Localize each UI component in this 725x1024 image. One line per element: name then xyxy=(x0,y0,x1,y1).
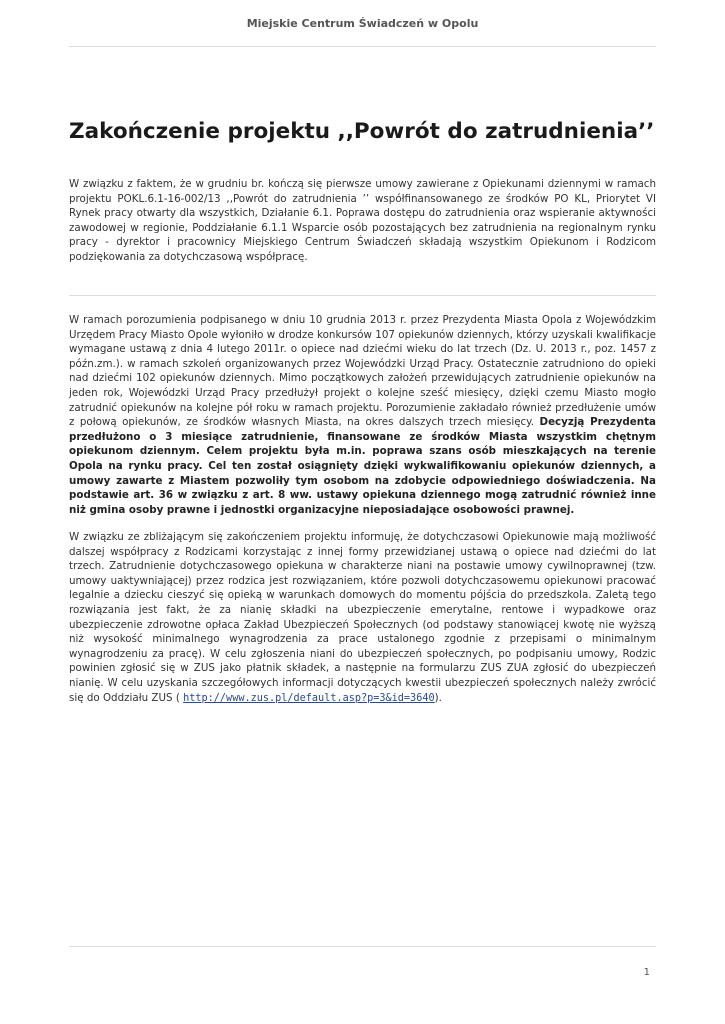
page-header: Miejskie Centrum Świadczeń w Opolu xyxy=(246,17,479,30)
zus-link[interactable]: http://www.zus.pl/default.asp?p=3&id=3640 xyxy=(183,692,435,704)
body-paragraph-2-end: ). xyxy=(434,691,442,704)
header-divider xyxy=(69,46,656,47)
footer-divider xyxy=(69,946,656,947)
body-paragraph-1-text: W ramach porozumienia podpisanego w dniu 10 grudnia 2013 r. przez Prezydenta Miasta Opola z Wojewódzkim Urzędem Pracy Miasto Opole wyłoniło w drodze konkursów 107 opiekunów dziennych, którzy uzyskali kwalifikacje wymagane ustawą z dnia 4 lutego 2011r. o opiece nad dziećmi wieku do lat trzech (Dz. U. 2013 r., poz. 1457 z późn.zm.). w ramach szkoleń organizowanych przez Wojewódzki Urząd Pracy. Ostatecznie zatrudniono do opieki nad dziećmi 102 opiekunów dziennych. Mimo początkowych założeń przewidujących zatrudnienie opiekunów na jeden rok, Wojewódzki Urząd Pracy przedłużył projekt o kolejne sześć miesięcy, dzięki czemu Miasto mogło zatrudnić opiekunów na kolejne pół roku w ramach projektu. Porozumienie zakładało również przedłużenie umów z połową opiekunów, ze środków własnych Miasta, na okres dalszych trzech miesięcy. xyxy=(69,314,656,429)
article-title: Zakończenie projektu ,,Powrót do zatrudnienia’’ xyxy=(69,119,655,144)
body-paragraph-1 xyxy=(69,313,656,517)
body-paragraph-2 xyxy=(69,530,656,706)
body-paragraph-2-text: W związku ze zbliżającym się zakończeniem projektu informuję, że dotychczasowi Opiekunowie mają możliwość dalszej współpracy z Rodzicami korzystając z innej formy przewidzianej ustawą o opiece nad dziećmi do lat trzech. Zatrudnienie dotychczasowego opiekuna w charakterze niani na postawie umowy cywilnoprawnej (tzw. umowy uaktywniającej) przez rodzica jest rozwiązaniem, które pozwoli dotychczasowemu opiekunowi pracować legalnie a dziecku cieszyć się opieką w warunkach domowych do momentu pójścia do przedszkola. Zaletą tego rozwiązania jest fakt, że za nianię składki na ubezpieczenie emerytalne, rentowe i wypadkowe oraz ubezpieczenie zdrowotne opłaca Zakład Ubezpieczeń Społecznych (od podstawy stanowiącej kwotę nie wyższą niż wysokość minimalnego wynagrodzenia za prace ustalonego zgodnie z przepisami o minimalnym wynagrodzeniu za pracę). W celu zgłoszenia niani do ubezpieczeń społecznych, po podpisaniu umowy, Rodzic powinien zgłosić się w ZUS jako płatnik składek, a następnie na formularzu ZUS ZUA zgłosić do ubezpieczeń nianię. W celu uzyskania szczegółowych informacji dotyczących kwestii ubezpieczeń społecznych należy zwrócić się do Oddziału ZUS ( xyxy=(69,531,656,704)
body-paragraph-1-bold: Decyzją Prezydenta przedłużono o 3 miesiące zatrudnienie, finansowane ze środków Miasta wszystkim chętnym opiekunom dziennym. Celem projektu była m.in. poprawa szans osób mieszkających na terenie Opola na rynku pracy. Cel ten został osiągnięty dzięki wykwalifikowaniu opiekunów dziennych, a umowy zawarte z Miastem pozwoliły tym osobom na zdobycie odpowiedniego doświadczenia. Na podstawie art. 36 w związku z art. 8 ww. ustawy opiekuna dziennego mogą zatrudnić również inne niż gmina osoby prawne i jednostki organizacyjne nieposiadające osobowości prawnej. xyxy=(69,416,656,516)
intro-paragraph: W związku z faktem, że w grudniu br. kończą się pierwsze umowy zawierane z Opiekunami dziennymi w ramach projektu POKL.6.1-16-002/13 ,,Powrót do zatrudnienia ’’ współfinansowanego ze środków PO KL, Priorytet VI Rynek pracy otwarty dla wszystkich, Działanie 6.1. Poprawa dostępu do zatrudnienia oraz wspieranie aktywności zawodowej w regionie, Poddziałanie 6.1.1 Wsparcie osób pozostających bez zatrudnienia na regionalnym rynku pracy - dyrektor i pracownicy Miejskiego Centrum Świadczeń składają wszystkim Opiekunom i Rodzicom podziękowania za dotychczasową współpracę. xyxy=(69,178,656,263)
section-divider xyxy=(69,295,656,296)
page-number: 1 xyxy=(643,967,650,978)
